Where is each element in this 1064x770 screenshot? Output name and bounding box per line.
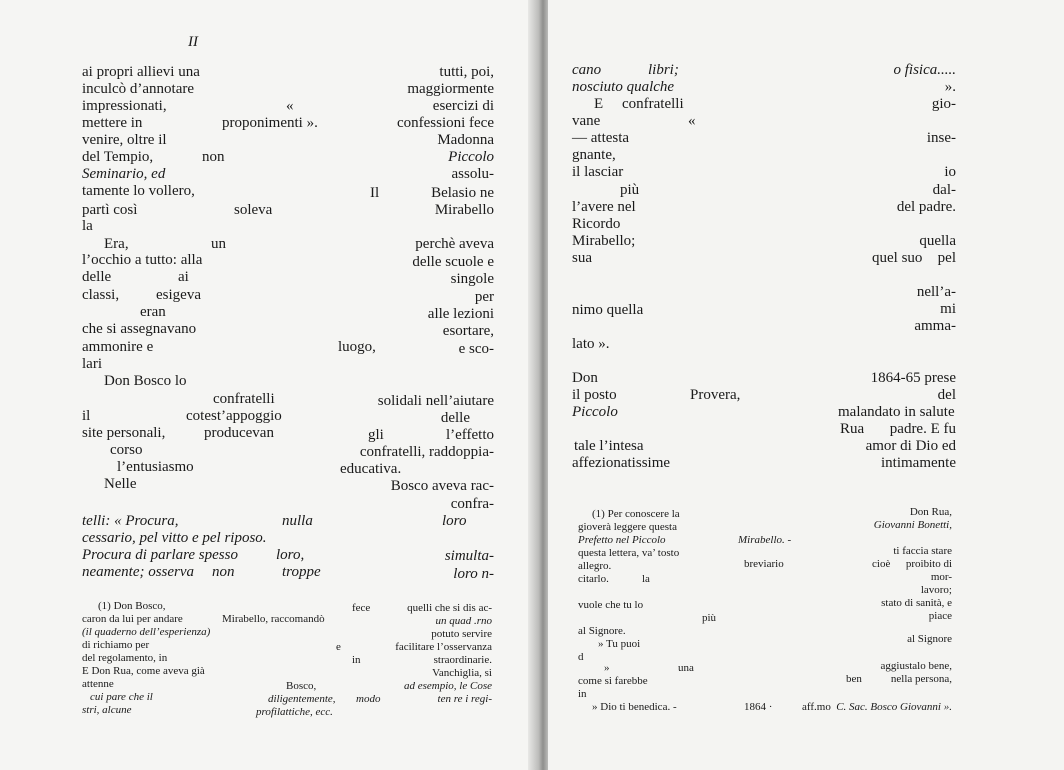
text-line: assolu-: [451, 166, 494, 182]
text-line: confratelli: [622, 96, 684, 112]
text-line: Bosco aveva rac-: [390, 478, 494, 494]
quote-line: telli: « Procura,: [82, 513, 179, 529]
footnote-line: una: [678, 662, 694, 674]
text-line: il: [82, 408, 91, 424]
quote-line: non: [212, 564, 235, 580]
text-line: inse-: [926, 130, 956, 146]
text-line: o fisica.....: [893, 62, 956, 78]
footnote-line: Prefetto nel Piccolo: [578, 534, 666, 546]
footnote-line: attenne: [82, 678, 114, 690]
text-line: nosciuto qualche: [572, 79, 675, 95]
footnote-line: cui pare che il: [90, 691, 153, 703]
text-line: confratelli, raddoppia-: [359, 444, 494, 460]
text-line: delle: [440, 410, 470, 426]
footnote-line: in: [352, 654, 361, 666]
footnote-line: Giovanni Bonetti,: [873, 519, 952, 531]
footnote-line: allegro.: [578, 560, 612, 572]
text-line: perchè aveva: [415, 236, 494, 252]
text-word: esigeva: [156, 287, 201, 303]
footnote-line: (1) Per conoscere la: [592, 508, 680, 520]
text-line: simulta-: [444, 548, 494, 564]
footnote-line: aff.mo: [802, 701, 831, 713]
text-line: confra-: [450, 496, 494, 512]
text-line: Rua: [840, 421, 865, 437]
text-line: del Tempio,: [82, 149, 154, 165]
text-line: libri;: [648, 62, 679, 78]
footnote-line: Vanchiglia, si: [432, 667, 492, 679]
footnote-line: come si farebbe: [578, 675, 648, 687]
footnote-line: al Signore.: [578, 625, 626, 637]
text-line: intimamente: [881, 455, 956, 471]
footnote-line: Mirabello, raccomandò: [222, 613, 325, 625]
text-line: corso: [110, 442, 143, 458]
text-line: lato ».: [572, 336, 610, 352]
text-line: solidali nell’aiutare: [377, 393, 494, 409]
text-line: l’effetto: [445, 427, 494, 443]
footnote-line: stato di sanità, e: [881, 597, 952, 609]
footnote-line: nella persona,: [890, 673, 952, 685]
footnote-line: » Dio ti benedica. -: [592, 701, 677, 713]
footnote-line: un quad .rno: [435, 615, 492, 627]
text-line: pel: [937, 250, 956, 266]
footnote-line: potuto servire: [431, 628, 492, 640]
text-line: nell’a-: [916, 284, 956, 300]
quote-line: nulla: [282, 513, 313, 529]
footnote-line: caron da lui per andare: [82, 613, 183, 625]
right-page: [548, 0, 1064, 770]
footnote-line: Bosco,: [286, 680, 317, 692]
text-line: gio-: [931, 96, 956, 112]
text-line: io: [944, 164, 956, 180]
text-line: Ricordo: [572, 216, 621, 232]
text-line: Piccolo: [572, 404, 618, 420]
footnote-line: citarlo.: [578, 573, 609, 585]
footnote-line: gioverà leggere questa: [578, 521, 677, 533]
footnote-line: ti faccia stare: [893, 545, 952, 557]
text-line: quel suo: [872, 250, 923, 266]
footnote-line: ad esempio, le Cose: [404, 680, 492, 692]
footnote-line: breviario: [744, 558, 784, 570]
text-line: singole: [450, 271, 494, 287]
text-line: Don: [572, 370, 598, 386]
text-line: ».: [944, 79, 956, 95]
text-line: amma-: [914, 318, 956, 334]
footnote-line: fece: [352, 602, 371, 614]
text-line: il posto: [572, 387, 617, 403]
text-line: delle scuole e: [412, 254, 494, 270]
footnote-line: aggiustalo bene,: [880, 660, 952, 672]
text-line: site personali,: [82, 425, 166, 441]
footnote-line: C. Sac. Bosco Giovanni ».: [836, 701, 952, 713]
footnote-line: la: [642, 573, 650, 585]
footnote-line: Don Rua,: [909, 506, 952, 518]
footnote-line: straordinarie.: [433, 654, 492, 666]
text-line: l’entusiasmo: [117, 459, 194, 475]
text-word: un: [211, 236, 226, 252]
footnote-line: quelli che si dis ac-: [407, 602, 492, 614]
text-line: Don Bosco lo: [104, 373, 187, 389]
text-word: cotest’appoggio: [186, 408, 282, 424]
text-line: del padre.: [896, 199, 956, 215]
footnote-line: 1864 ·: [744, 701, 773, 713]
text-word: proponimenti ».: [222, 115, 318, 131]
text-word: «: [286, 98, 294, 114]
page-number: II: [188, 34, 198, 50]
footnote-line: e: [336, 641, 341, 653]
text-word: non: [202, 149, 225, 165]
footnote-line: (1) Don Bosco,: [98, 600, 166, 612]
text-word: soleva: [234, 202, 273, 218]
footnote-line: ten re i regi-: [437, 693, 492, 705]
text-line: Provera,: [690, 387, 741, 403]
footnote-line: »: [604, 662, 610, 674]
text-word: ai: [178, 269, 189, 285]
footnote-line: facilitare l’osservanza: [395, 641, 492, 653]
text-line: affezionatissime: [572, 455, 671, 471]
footnote-line: al Signore: [907, 633, 952, 645]
text-line: Madonna: [437, 132, 494, 148]
text-line: nimo quella: [572, 302, 644, 318]
text-line: inculcò d’annotare: [82, 81, 195, 97]
text-line: ai propri allievi una: [82, 64, 200, 80]
text-line: venire, oltre il: [82, 132, 167, 148]
footnote-line: stri, alcune: [82, 704, 132, 716]
text-line: e sco-: [458, 341, 494, 357]
text-line: Era,: [104, 236, 129, 252]
footnote-line: » Tu puoi: [598, 638, 641, 650]
text-line: confessioni fece: [396, 115, 494, 131]
text-line: classi,: [82, 287, 120, 303]
text-line: esortare,: [442, 323, 494, 339]
text-line: che si assegnavano: [82, 321, 197, 337]
text-line: 1864-65 prese: [870, 370, 956, 386]
text-line: Nelle: [104, 476, 137, 492]
text-line: maggiormente: [407, 81, 494, 97]
footnote-line: diligentemente,: [268, 693, 336, 705]
text-line: Mirabello;: [572, 233, 636, 249]
footnote-line: piace: [928, 610, 952, 622]
text-line: Seminario, ed: [82, 166, 166, 182]
text-line: eran: [140, 304, 166, 320]
footnote-line: cioè: [872, 558, 891, 570]
footnote-line: mor-: [930, 571, 952, 583]
footnote-line: lavoro;: [920, 584, 952, 596]
footnote-line: vuole che tu lo: [578, 599, 644, 611]
quote-line: Procura di parlare spesso: [82, 547, 238, 563]
text-line: tale l’intesa: [574, 438, 644, 454]
footnote-line: modo: [356, 693, 381, 705]
text-line: più: [620, 182, 640, 198]
text-line: confratelli: [213, 391, 275, 407]
text-line: amor di Dio ed: [865, 438, 956, 454]
text-line: gli: [368, 427, 384, 443]
text-line: educativa.: [340, 461, 402, 477]
text-word: producevan: [204, 425, 274, 441]
text-line: quella: [919, 233, 956, 249]
text-line: l’occhio a tutto: alla: [82, 252, 203, 268]
text-line: il lasciar: [572, 164, 624, 180]
footnote-line: Mirabello. -: [738, 534, 792, 546]
text-line: vane: [572, 113, 601, 129]
text-line: malandato in salute: [838, 404, 955, 420]
footnote-line: in: [578, 688, 587, 700]
footnote-line: più: [702, 612, 717, 624]
text-line: E: [594, 96, 604, 112]
footnote-line: profilattiche, ecc.: [256, 706, 333, 718]
text-word: Il: [370, 185, 380, 201]
text-line: ammonire e: [82, 339, 154, 355]
text-line: Belasio ne: [431, 185, 494, 201]
text-line: padre. E fu: [889, 421, 956, 437]
text-line: per: [474, 289, 494, 305]
text-line: — attesta: [572, 130, 630, 146]
quote-line: loro,: [276, 547, 305, 563]
text-line: delle: [82, 269, 112, 285]
footnote-line: questa lettera, va’ tosto: [578, 547, 680, 559]
footnote-line: del regolamento, in: [82, 652, 168, 664]
footnote-line: proibito di: [905, 558, 952, 570]
text-word: luogo,: [338, 339, 376, 355]
text-line: tamente lo vollero,: [82, 183, 195, 199]
footnote-line: d: [578, 651, 584, 663]
text-line: la: [82, 218, 93, 234]
text-line: partì così: [82, 202, 138, 218]
text-line: cano: [572, 62, 602, 78]
text-line: mi: [940, 301, 956, 317]
text-line: tutti, poi,: [439, 64, 494, 80]
text-line: gnante,: [572, 147, 616, 163]
quote-line: cessario, pel vitto e pel riposo.: [82, 530, 267, 546]
quote-line: neamente; osserva: [82, 564, 195, 580]
text-line: lari: [82, 356, 102, 372]
text-line: «: [688, 113, 696, 129]
quote-line: troppe: [282, 564, 321, 580]
text-line: alle lezioni: [427, 306, 494, 322]
text-line: dal-: [932, 182, 956, 198]
text-line: Mirabello: [434, 202, 494, 218]
footnote-line: E Don Rua, come aveva già: [82, 665, 205, 677]
text-line: Piccolo: [448, 149, 494, 165]
footnote-line: di richiamo per: [82, 639, 150, 651]
text-line: sua: [572, 250, 592, 266]
footnote-line: (il quaderno dell’esperienza): [82, 626, 211, 638]
text-line: del: [937, 387, 956, 403]
text-line: l’avere nel: [572, 199, 636, 215]
footnote-line: ben: [846, 673, 862, 685]
text-line: loro: [442, 513, 467, 529]
text-line: impressionati,: [82, 98, 167, 114]
text-line: loro n-: [453, 566, 494, 582]
text-line: esercizi di: [432, 98, 494, 114]
text-line: mettere in: [82, 115, 143, 131]
